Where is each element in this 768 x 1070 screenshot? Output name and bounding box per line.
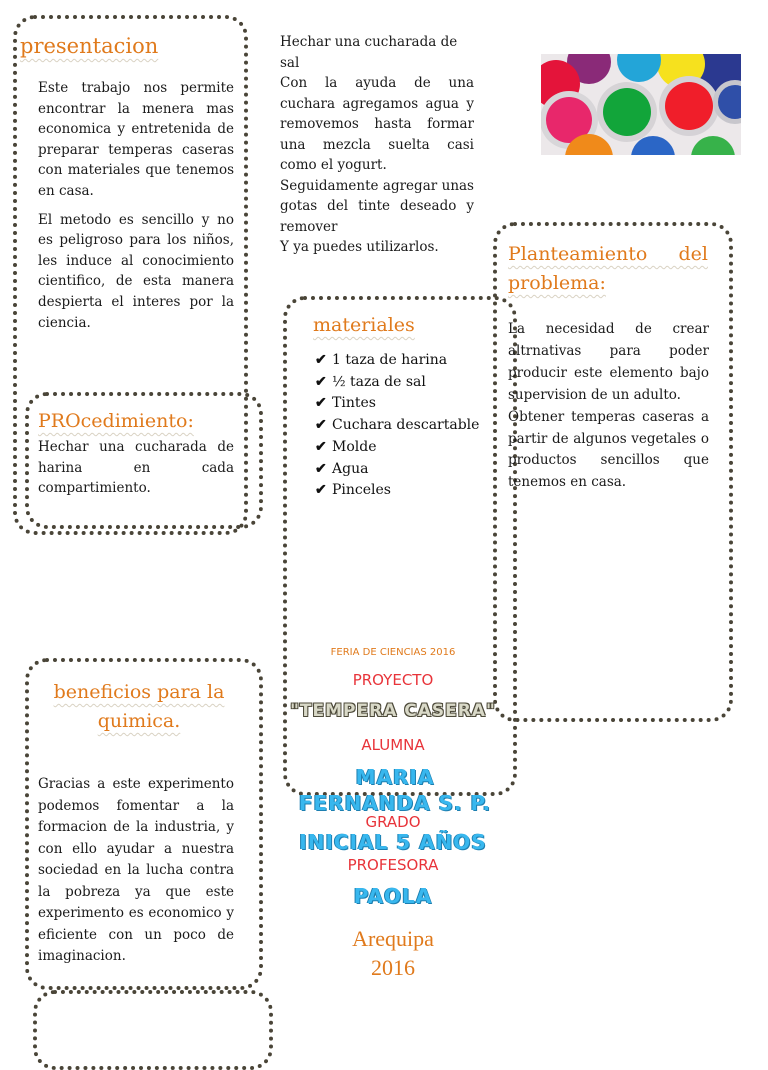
alumna-label: ALUMNA bbox=[361, 736, 425, 754]
year: 2016 bbox=[371, 955, 415, 980]
planteamiento-paragraph-2: Obtener temperas caseras a partir de algunos vegetales o productos sencillos que tenemos en casa. bbox=[508, 408, 709, 491]
step-4: Y ya puedes utilizarlos. bbox=[280, 239, 439, 255]
presentacion-heading: presentacion bbox=[20, 34, 159, 58]
materiales-item: ✔ Molde bbox=[315, 437, 505, 459]
step-1: Hechar una cucharada de sal bbox=[280, 34, 458, 71]
materiales-list bbox=[315, 350, 505, 502]
profesora-label: PROFESORA bbox=[347, 856, 439, 874]
check-icon: ✔ bbox=[315, 417, 327, 434]
step-2: Con la ayuda de una cuchara agregamos agua y removemos hasta formar una mezcla suelta casi como el yogurt. bbox=[280, 75, 474, 173]
planteamiento-heading: Planteamiento del problema: bbox=[508, 243, 708, 294]
check-icon: ✔ bbox=[315, 373, 327, 390]
check-icon: ✔ bbox=[315, 395, 327, 412]
paint-jars-image bbox=[541, 54, 741, 155]
steps-text bbox=[280, 32, 474, 258]
beneficios-text: Gracias a este experimento podemos fomentar a la formacion de la industria, y con ello ayudar a nuestra sociedad en la lucha contra la pobreza ya que este experimento es economico y eficiente con un poco de imaginacion. bbox=[38, 776, 234, 964]
check-icon: ✔ bbox=[315, 460, 327, 477]
proyecto-title: "TEMPERA CASERA" bbox=[290, 701, 496, 721]
feria-label: FERIA DE CIENCIAS 2016 bbox=[330, 647, 456, 658]
grado-value: INICIAL 5 AÑOS bbox=[299, 830, 487, 854]
materiales-item: ✔ Cuchara descartable bbox=[315, 415, 505, 437]
bottom-box bbox=[33, 990, 273, 1070]
beneficios-heading: beneficios para la quimica. bbox=[53, 681, 225, 732]
alumna-name: MARIA FERNANDA S. P. bbox=[298, 765, 492, 815]
presentacion-text bbox=[38, 78, 234, 333]
materiales-item: ✔ ½ taza de sal bbox=[315, 372, 505, 394]
presentacion-paragraph-2: El metodo es sencillo y no es peligroso para los niños, les induce al conocimiento cientifico, de esta manera despierta el interes por la ciencia. bbox=[38, 211, 234, 331]
materiales-item: ✔ Agua bbox=[315, 459, 505, 481]
city: Arequipa bbox=[352, 926, 434, 951]
materiales-item: ✔ Tintes bbox=[315, 393, 505, 415]
paint-jars-illustration bbox=[541, 54, 741, 155]
check-icon: ✔ bbox=[315, 352, 327, 368]
step-3: Seguidamente agregar unas gotas del tinte deseado y remover bbox=[280, 177, 474, 235]
procedimiento-text: Hechar una cucharada de harina en cada compartimiento. bbox=[38, 439, 234, 497]
planteamiento-text bbox=[508, 319, 709, 494]
procedimiento-heading: PROcedimiento: bbox=[38, 410, 194, 432]
materiales-item: ✔ Pinceles bbox=[315, 480, 505, 502]
materiales-item: ✔ 1 taza de harina bbox=[315, 350, 505, 372]
presentacion-paragraph-1: Este trabajo nos permite encontrar la menera mas economica y entretenida de preparar temperas caseras con materiales que tenemos en casa. bbox=[38, 80, 234, 199]
proyecto-label: PROYECTO bbox=[352, 671, 434, 689]
planteamiento-paragraph-1: La necesidad de crear altrnativas para poder producir este elemento bajo supervision de un adulto. bbox=[508, 321, 709, 403]
materiales-heading: materiales bbox=[313, 314, 415, 336]
check-icon: ✔ bbox=[315, 438, 327, 455]
grado-label: GRADO bbox=[365, 813, 421, 831]
check-icon: ✔ bbox=[315, 482, 327, 499]
profesora-name: PAOLA bbox=[353, 884, 433, 908]
